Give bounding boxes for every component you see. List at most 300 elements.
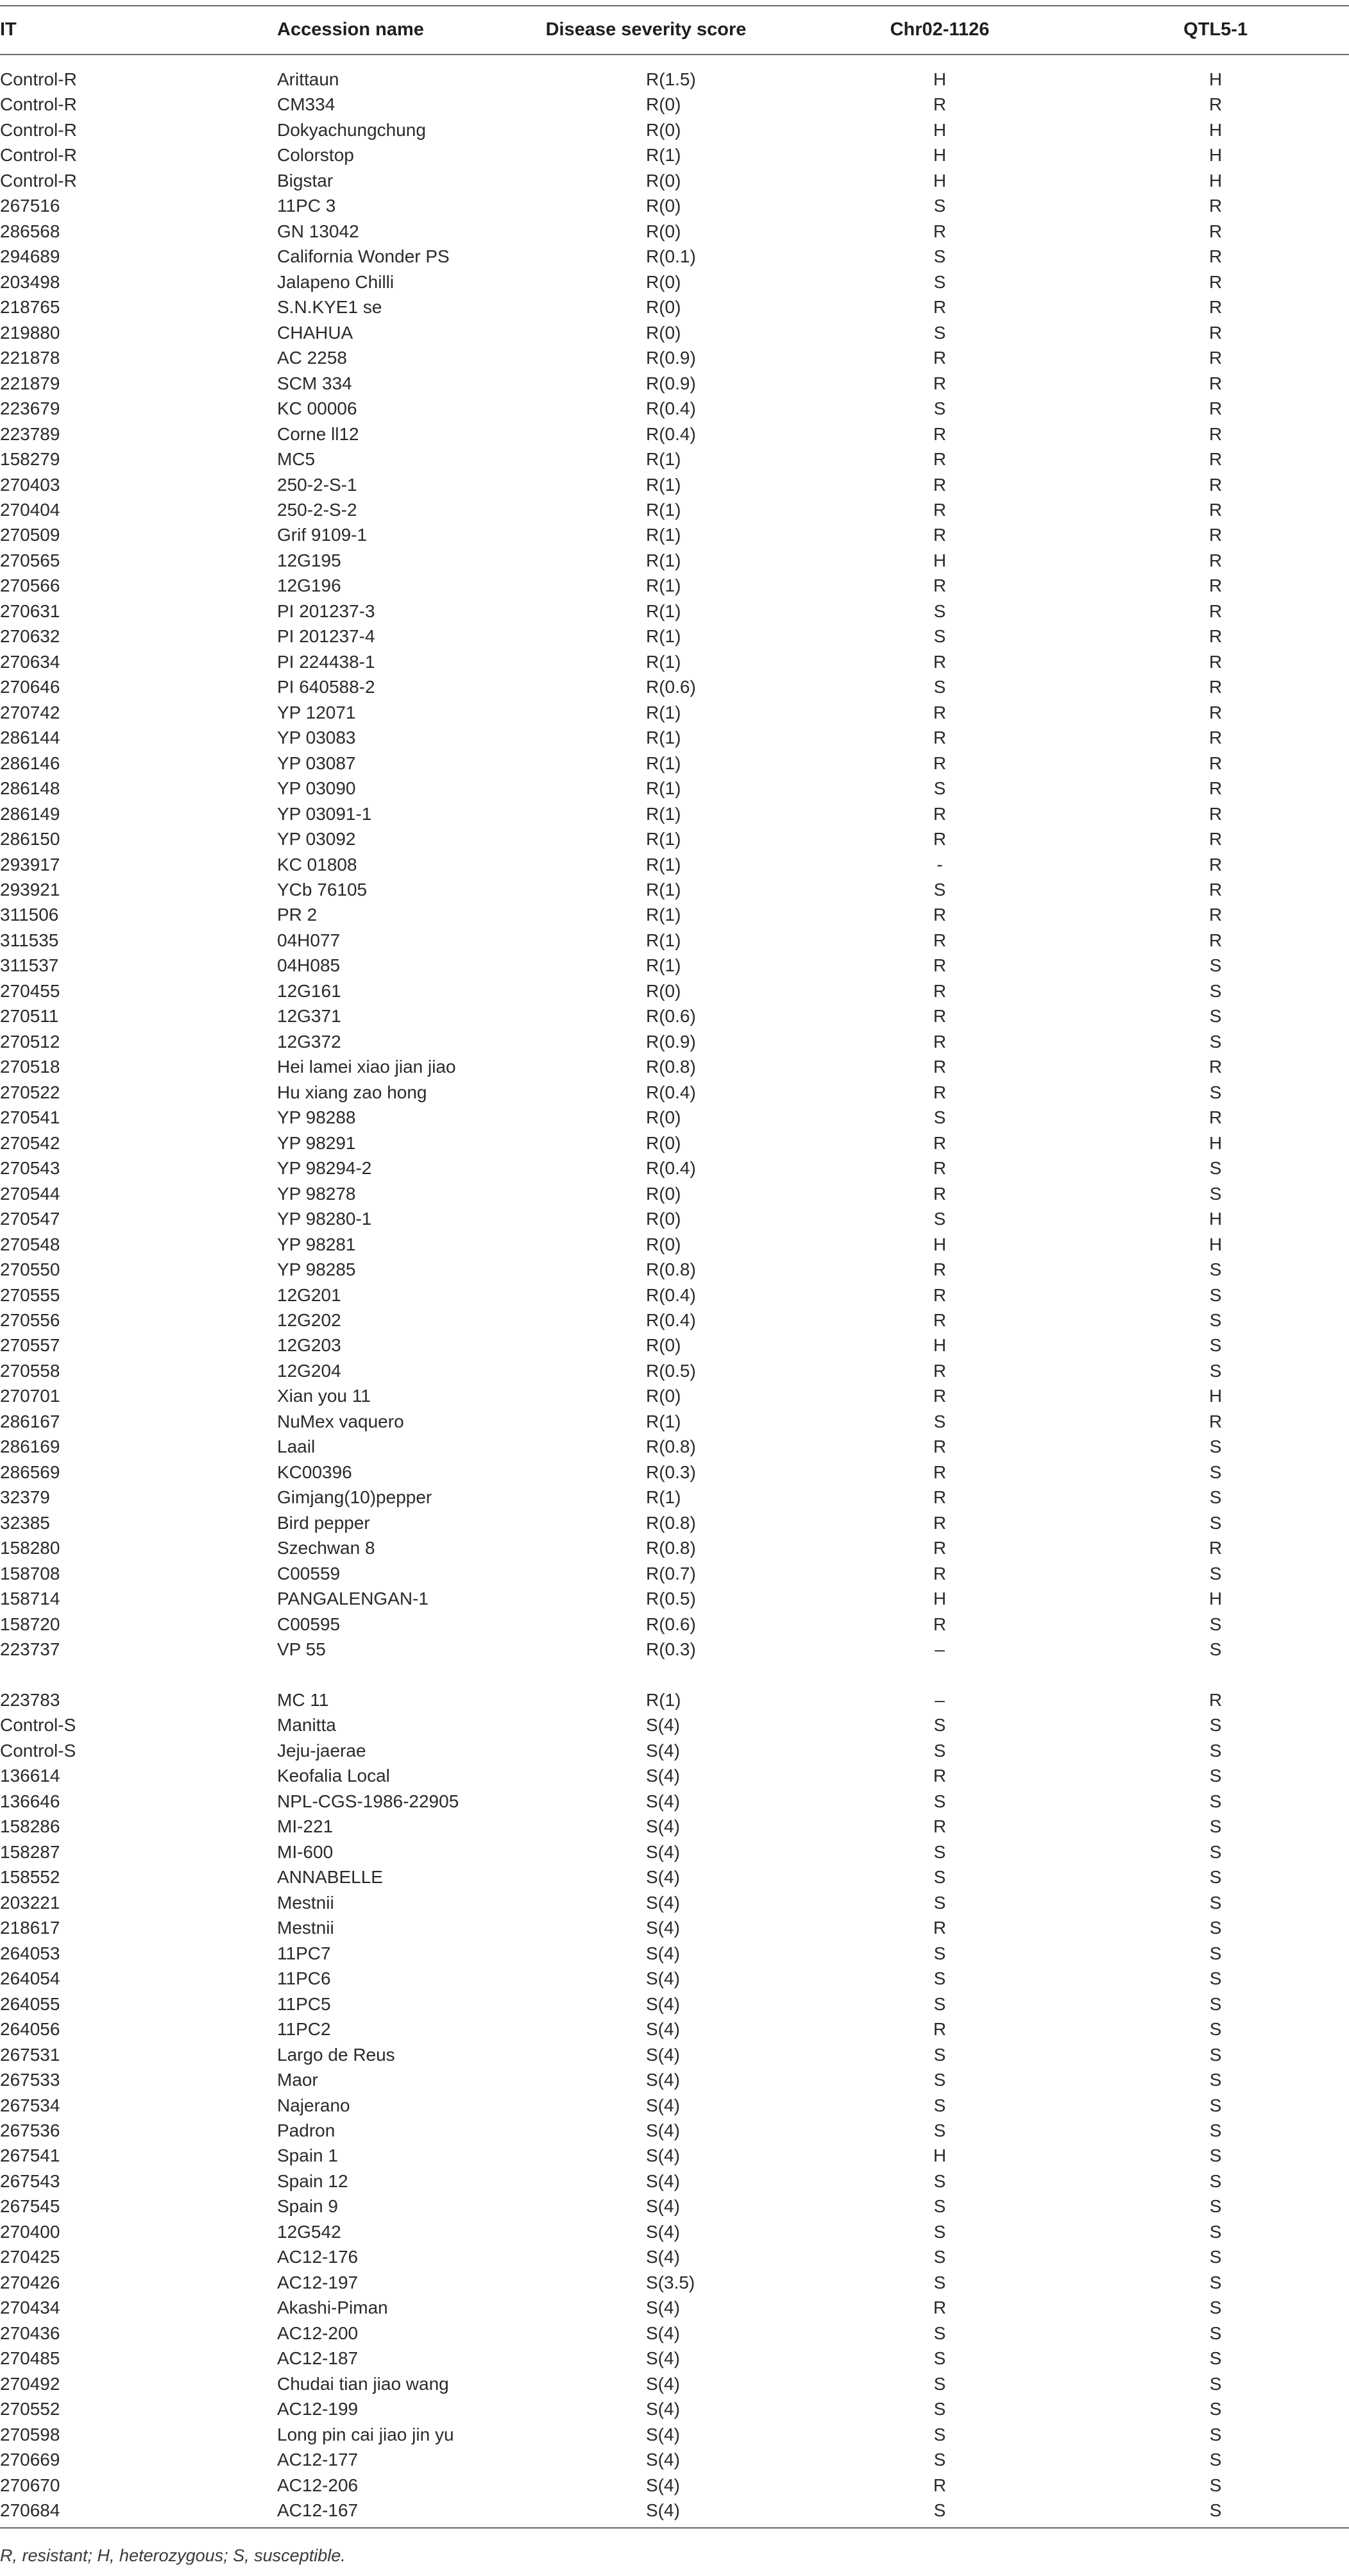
cell-it: 286148 bbox=[0, 778, 60, 799]
cell-it: 136646 bbox=[0, 1791, 60, 1811]
table-row: 270485 AC12-187 S(4) S S bbox=[0, 2346, 1349, 2371]
table-row: 286569 KC00396 R(0.3) R S bbox=[0, 1460, 1349, 1485]
table-row: 270455 12G161 R(0) R S bbox=[0, 978, 1349, 1003]
table-row: 267545 Spain 9 S(4) S S bbox=[0, 2194, 1349, 2219]
cell-accession-name: AC12-200 bbox=[277, 2323, 359, 2343]
cell-it: 270512 bbox=[0, 1031, 60, 1052]
cell-accession-name: YP 98291 bbox=[277, 1132, 356, 1153]
cell-it: 270632 bbox=[0, 626, 60, 647]
cell-accession-name: AC12-177 bbox=[277, 2450, 359, 2470]
cell-disease-severity-score: R(0.4) bbox=[646, 398, 696, 419]
cell-disease-severity-score: R(0.3) bbox=[646, 1462, 696, 1482]
cell-disease-severity-score: S(4) bbox=[646, 1993, 680, 2014]
table-row: 264053 11PC7 S(4) S S bbox=[0, 1941, 1349, 1966]
table-row: 270403 250-2-S-1 R(1) R R bbox=[0, 472, 1349, 497]
cell-it: 270509 bbox=[0, 525, 60, 545]
cell-disease-severity-score: S(4) bbox=[646, 1841, 680, 1862]
table-row: 270547 YP 98280-1 R(0) S H bbox=[0, 1206, 1349, 1231]
table-header-row: IT Accession name Disease severity score Chr02-1126 QTL5-1 bbox=[0, 15, 1349, 44]
cell-disease-severity-score: S(4) bbox=[646, 1766, 680, 1786]
cell-accession-name: 12G195 bbox=[277, 550, 341, 570]
cell-accession-name: YP 98280-1 bbox=[277, 1209, 372, 1229]
cell-disease-severity-score: S(4) bbox=[646, 2348, 680, 2369]
cell-it: 270670 bbox=[0, 2475, 60, 2495]
cell-disease-severity-score: R(1) bbox=[646, 601, 681, 621]
cell-accession-name: MC5 bbox=[277, 449, 316, 470]
table-row: 267541 Spain 1 S(4) H S bbox=[0, 2143, 1349, 2168]
cell-it: 286569 bbox=[0, 1462, 60, 1482]
cell-disease-severity-score: R(0.4) bbox=[646, 1082, 696, 1102]
table-row: 270742 YP 12071 R(1) R R bbox=[0, 700, 1349, 725]
cell-accession-name: YP 03087 bbox=[277, 753, 356, 773]
cell-it: Control-R bbox=[0, 145, 77, 166]
table-row: 286150 YP 03092 R(1) R R bbox=[0, 826, 1349, 851]
cell-accession-name: 12G202 bbox=[277, 1309, 341, 1330]
cell-it: 223679 bbox=[0, 398, 60, 419]
cell-it: Control-S bbox=[0, 1740, 76, 1761]
cell-accession-name: Laail bbox=[277, 1437, 316, 1457]
cell-accession-name: Najerano bbox=[277, 2095, 350, 2115]
cell-it: 223737 bbox=[0, 1639, 60, 1660]
table-row: 286167 NuMex vaquero R(1) S R bbox=[0, 1409, 1349, 1434]
cell-accession-name: KC 00006 bbox=[277, 398, 357, 419]
table-row: 293917 KC 01808 R(1) - R bbox=[0, 852, 1349, 877]
cell-it: 311537 bbox=[0, 955, 59, 976]
table-row: 311506 PR 2 R(1) R R bbox=[0, 902, 1349, 927]
cell-disease-severity-score: R(1) bbox=[646, 880, 681, 900]
cell-disease-severity-score: S(4) bbox=[646, 2500, 680, 2520]
cell-it: 264054 bbox=[0, 1968, 60, 1989]
table-row: 221879 SCM 334 R(0.9) R R bbox=[0, 371, 1349, 396]
cell-it: 32385 bbox=[0, 1512, 50, 1533]
cell-accession-name: Grif 9109-1 bbox=[277, 525, 368, 545]
table-row: 264055 11PC5 S(4) S S bbox=[0, 1992, 1349, 2017]
table-row: 270404 250-2-S-2 R(1) R R bbox=[0, 497, 1349, 522]
table-row: 311535 04H077 R(1) R R bbox=[0, 928, 1349, 953]
cell-it: 158286 bbox=[0, 1816, 60, 1837]
cell-accession-name: Long pin cai jiao jin yu bbox=[277, 2424, 454, 2444]
table-row: Control-R Bigstar R(0) H H bbox=[0, 168, 1349, 193]
cell-it: 270426 bbox=[0, 2272, 60, 2292]
cell-accession-name: PR 2 bbox=[277, 905, 318, 925]
cell-it: 286169 bbox=[0, 1437, 60, 1457]
table-row: 286169 Laail R(0.8) R S bbox=[0, 1434, 1349, 1459]
cell-disease-severity-score: R(0) bbox=[646, 1335, 681, 1356]
cell-it: 158714 bbox=[0, 1589, 60, 1609]
table-row: 286144 YP 03083 R(1) R R bbox=[0, 725, 1349, 750]
cell-it: 270634 bbox=[0, 651, 60, 672]
cell-disease-severity-score: R(0) bbox=[646, 196, 681, 216]
cell-disease-severity-score: S(4) bbox=[646, 2373, 680, 2394]
cell-accession-name: 04H085 bbox=[277, 955, 341, 976]
cell-accession-name: Mestnii bbox=[277, 1892, 334, 1913]
table-row: 270565 12G195 R(1) H R bbox=[0, 548, 1349, 573]
table-row: 270511 12G371 R(0.6) R S bbox=[0, 1003, 1349, 1028]
table-row: 270512 12G372 R(0.9) R S bbox=[0, 1029, 1349, 1054]
cell-it: 267536 bbox=[0, 2120, 60, 2140]
cell-accession-name: AC12-187 bbox=[277, 2348, 359, 2369]
cell-accession-name: Jeju-jaerae bbox=[277, 1740, 366, 1761]
cell-disease-severity-score: R(1.5) bbox=[646, 69, 696, 89]
cell-accession-name: Bigstar bbox=[277, 170, 334, 191]
cell-it: 158280 bbox=[0, 1538, 60, 1558]
table-row: 270425 AC12-176 S(4) S S bbox=[0, 2244, 1349, 2269]
table-top-rule bbox=[0, 5, 1349, 6]
cell-disease-severity-score: R(0) bbox=[646, 1386, 681, 1406]
cell-disease-severity-score: S(4) bbox=[646, 1968, 680, 1989]
cell-accession-name: Padron bbox=[277, 2120, 335, 2140]
cell-disease-severity-score: S(4) bbox=[646, 1816, 680, 1837]
cell-disease-severity-score: R(0.9) bbox=[646, 373, 696, 393]
cell-disease-severity-score: R(1) bbox=[646, 702, 681, 722]
cell-it: Control-R bbox=[0, 69, 77, 89]
cell-it: 270550 bbox=[0, 1259, 60, 1280]
cell-disease-severity-score: S(3.5) bbox=[646, 2272, 695, 2292]
cell-it: 286144 bbox=[0, 728, 60, 748]
cell-it: 267545 bbox=[0, 2196, 60, 2217]
cell-accession-name: Spain 9 bbox=[277, 2196, 338, 2217]
cell-disease-severity-score: S(4) bbox=[646, 2120, 680, 2140]
table-row: 270669 AC12-177 S(4) S S bbox=[0, 2447, 1349, 2472]
cell-it: 270631 bbox=[0, 601, 60, 621]
table-row: 270552 AC12-199 S(4) S S bbox=[0, 2396, 1349, 2421]
cell-accession-name: 11PC2 bbox=[277, 2019, 331, 2040]
cell-disease-severity-score: S(4) bbox=[646, 2450, 680, 2470]
cell-accession-name: PANGALENGAN-1 bbox=[277, 1589, 428, 1609]
table-row: 270684 AC12-167 S(4) S S bbox=[0, 2498, 1349, 2523]
cell-it: Control-S bbox=[0, 1715, 76, 1736]
cell-it: 270400 bbox=[0, 2221, 60, 2242]
cell-accession-name: VP 55 bbox=[277, 1639, 326, 1660]
table-row: 218617 Mestnii S(4) R S bbox=[0, 1915, 1349, 1940]
table-row: 203221 Mestnii S(4) S S bbox=[0, 1890, 1349, 1915]
cell-disease-severity-score: S(4) bbox=[646, 2145, 680, 2166]
cell-it: 270455 bbox=[0, 980, 60, 1001]
cell-disease-severity-score: R(1) bbox=[646, 829, 681, 849]
cell-disease-severity-score: R(0.6) bbox=[646, 1006, 696, 1027]
table-row: 270566 12G196 R(1) R R bbox=[0, 573, 1349, 598]
cell-disease-severity-score: R(0.6) bbox=[646, 677, 696, 697]
cell-accession-name: Akashi-Piman bbox=[277, 2298, 388, 2318]
cell-accession-name: Spain 12 bbox=[277, 2171, 348, 2191]
cell-disease-severity-score: R(1) bbox=[646, 803, 681, 824]
cell-accession-name: AC 2258 bbox=[277, 348, 347, 368]
table-row: 286148 YP 03090 R(1) S R bbox=[0, 776, 1349, 801]
table-row: 267543 Spain 12 S(4) S S bbox=[0, 2169, 1349, 2194]
table-row: 270544 YP 98278 R(0) R S bbox=[0, 1181, 1349, 1206]
cell-it: 270555 bbox=[0, 1284, 60, 1305]
cell-it: 294689 bbox=[0, 246, 60, 267]
cell-accession-name: California Wonder PS bbox=[277, 246, 450, 267]
table-row: 270400 12G542 S(4) S S bbox=[0, 2219, 1349, 2244]
cell-it: 223783 bbox=[0, 1690, 60, 1710]
cell-disease-severity-score: R(1) bbox=[646, 930, 681, 950]
cell-it: 32379 bbox=[0, 1487, 50, 1508]
cell-accession-name: S.N.KYE1 se bbox=[277, 297, 382, 318]
cell-accession-name: 12G203 bbox=[277, 1335, 341, 1356]
table-row: 270555 12G201 R(0.4) R S bbox=[0, 1283, 1349, 1308]
cell-it: 158552 bbox=[0, 1867, 60, 1888]
cell-accession-name: CM334 bbox=[277, 94, 335, 115]
cell-it: 158720 bbox=[0, 1614, 60, 1634]
cell-disease-severity-score: R(0) bbox=[646, 1234, 681, 1254]
table-row: 267533 Maor S(4) S S bbox=[0, 2067, 1349, 2092]
table-row: 294689 California Wonder PS R(0.1) S R bbox=[0, 244, 1349, 269]
cell-it: 270557 bbox=[0, 1335, 60, 1356]
table-bottom-rule bbox=[0, 2527, 1349, 2529]
cell-it: 270548 bbox=[0, 1234, 60, 1254]
table-row: 270543 YP 98294-2 R(0.4) R S bbox=[0, 1156, 1349, 1181]
cell-it: 267541 bbox=[0, 2145, 60, 2166]
cell-accession-name: YP 03091-1 bbox=[277, 803, 372, 824]
table-row: 136646 NPL-CGS-1986-22905 S(4) S S bbox=[0, 1789, 1349, 1814]
cell-accession-name: C00595 bbox=[277, 1614, 341, 1634]
cell-it: 270542 bbox=[0, 1132, 60, 1153]
cell-it: Control-R bbox=[0, 94, 77, 115]
cell-disease-severity-score: R(1) bbox=[646, 474, 681, 495]
cell-accession-name: 04H077 bbox=[277, 930, 341, 950]
cell-disease-severity-score: R(1) bbox=[646, 728, 681, 748]
cell-accession-name: AC12-206 bbox=[277, 2475, 359, 2495]
table-row: 32385 Bird pepper R(0.8) R S bbox=[0, 1510, 1349, 1535]
cell-disease-severity-score: R(1) bbox=[646, 550, 681, 570]
cell-it: 270565 bbox=[0, 550, 60, 570]
table-row: 270436 AC12-200 S(4) S S bbox=[0, 2321, 1349, 2346]
cell-accession-name: CHAHUA bbox=[277, 322, 353, 343]
cell-accession-name: MI-600 bbox=[277, 1841, 334, 1862]
cell-disease-severity-score: R(0.1) bbox=[646, 246, 696, 267]
cell-accession-name: 11PC5 bbox=[277, 1993, 331, 2014]
table-row: 270557 12G203 R(0) H S bbox=[0, 1333, 1349, 1358]
cell-it: 270492 bbox=[0, 2373, 60, 2394]
cell-disease-severity-score: R(0.3) bbox=[646, 1639, 696, 1660]
cell-disease-severity-score: R(0) bbox=[646, 1107, 681, 1128]
cell-disease-severity-score: S(4) bbox=[646, 1892, 680, 1913]
cell-it: 270556 bbox=[0, 1309, 60, 1330]
cell-accession-name: Largo de Reus bbox=[277, 2044, 395, 2065]
cell-disease-severity-score: R(0) bbox=[646, 1183, 681, 1204]
table-header-rule bbox=[0, 54, 1349, 55]
cell-accession-name: 12G542 bbox=[277, 2221, 341, 2242]
table-row: 270701 Xian you 11 R(0) R H bbox=[0, 1383, 1349, 1408]
cell-accession-name: Dokyachungchung bbox=[277, 119, 426, 140]
cell-accession-name: 12G371 bbox=[277, 1006, 341, 1027]
table-row: 223789 Corne ll12 R(0.4) R R bbox=[0, 422, 1349, 447]
table-row: 158279 MC5 R(1) R R bbox=[0, 447, 1349, 472]
cell-disease-severity-score: R(1) bbox=[646, 955, 681, 976]
cell-disease-severity-score: R(0) bbox=[646, 221, 681, 241]
table-row: 270550 YP 98285 R(0.8) R S bbox=[0, 1257, 1349, 1282]
cell-it: 270669 bbox=[0, 2450, 60, 2470]
cell-accession-name: Chudai tian jiao wang bbox=[277, 2373, 449, 2394]
cell-it: 264056 bbox=[0, 2019, 60, 2040]
cell-it: 270598 bbox=[0, 2424, 60, 2444]
cell-accession-name: YP 98294-2 bbox=[277, 1158, 372, 1179]
cell-accession-name: Arittaun bbox=[277, 69, 339, 89]
table-row: 264054 11PC6 S(4) S S bbox=[0, 1966, 1349, 1991]
cell-accession-name: Maor bbox=[277, 2070, 318, 2090]
cell-accession-name: MI-221 bbox=[277, 1816, 334, 1837]
cell-it: 270425 bbox=[0, 2247, 60, 2267]
cell-disease-severity-score: R(0) bbox=[646, 170, 681, 191]
cell-it: 270742 bbox=[0, 702, 60, 722]
cell-disease-severity-score: S(4) bbox=[646, 2424, 680, 2444]
table-row: Control-R Arittaun R(1.5) H H bbox=[0, 67, 1349, 92]
table-row: 158287 MI-600 S(4) S S bbox=[0, 1839, 1349, 1864]
cell-accession-name: AC12-197 bbox=[277, 2272, 359, 2292]
cell-accession-name: 12G161 bbox=[277, 980, 341, 1001]
cell-it: 223789 bbox=[0, 423, 60, 444]
cell-accession-name: Jalapeno Chilli bbox=[277, 271, 395, 292]
cell-accession-name: Mestnii bbox=[277, 1918, 334, 1938]
cell-it: 270544 bbox=[0, 1183, 60, 1204]
cell-accession-name: 12G201 bbox=[277, 1284, 341, 1305]
cell-disease-severity-score: S(4) bbox=[646, 2019, 680, 2040]
cell-disease-severity-score: R(0) bbox=[646, 1209, 681, 1229]
cell-it: 218617 bbox=[0, 1918, 60, 1938]
cell-accession-name: 11PC6 bbox=[277, 1968, 331, 1989]
cell-disease-severity-score: R(0.9) bbox=[646, 1031, 696, 1052]
header-accession-name: Accession name bbox=[277, 19, 424, 40]
cell-disease-severity-score: R(0.8) bbox=[646, 1437, 696, 1457]
cell-it: 264053 bbox=[0, 1943, 60, 1963]
table-row: 270434 Akashi-Piman S(4) R S bbox=[0, 2295, 1349, 2320]
table-row: 286146 YP 03087 R(1) R R bbox=[0, 751, 1349, 776]
cell-it: 293917 bbox=[0, 854, 60, 874]
cell-disease-severity-score: R(1) bbox=[646, 499, 681, 520]
cell-disease-severity-score: S(4) bbox=[646, 2298, 680, 2318]
cell-accession-name: AC12-199 bbox=[277, 2399, 359, 2419]
table-row: 270518 Hei lamei xiao jian jiao R(0.8) R R bbox=[0, 1054, 1349, 1079]
table-row-spacer bbox=[0, 1662, 1349, 1687]
table-row: 270522 Hu xiang zao hong R(0.4) R S bbox=[0, 1080, 1349, 1105]
table-row: 203498 Jalapeno Chilli R(0) S R bbox=[0, 269, 1349, 294]
cell-accession-name: KC00396 bbox=[277, 1462, 352, 1482]
cell-accession-name: Bird pepper bbox=[277, 1512, 370, 1533]
table-row: 267534 Najerano S(4) S S bbox=[0, 2093, 1349, 2118]
table-row: 136614 Keofalia Local S(4) R S bbox=[0, 1763, 1349, 1788]
table-row: 286149 YP 03091-1 R(1) R R bbox=[0, 801, 1349, 826]
cell-disease-severity-score: R(0.8) bbox=[646, 1259, 696, 1280]
cell-disease-severity-score: R(0.4) bbox=[646, 1309, 696, 1330]
cell-disease-severity-score: S(4) bbox=[646, 2095, 680, 2115]
cell-it: 270543 bbox=[0, 1158, 60, 1179]
cell-disease-severity-score: S(4) bbox=[646, 2171, 680, 2191]
table-row: 158280 Szechwan 8 R(0.8) R R bbox=[0, 1535, 1349, 1560]
cell-it: 221879 bbox=[0, 373, 60, 393]
cell-it: 270646 bbox=[0, 677, 60, 697]
cell-disease-severity-score: R(0.4) bbox=[646, 423, 696, 444]
table-row: 158286 MI-221 S(4) R S bbox=[0, 1814, 1349, 1839]
cell-disease-severity-score: R(0.8) bbox=[646, 1057, 696, 1077]
cell-disease-severity-score: R(1) bbox=[646, 449, 681, 470]
cell-it: 267516 bbox=[0, 196, 60, 216]
cell-it: 270436 bbox=[0, 2323, 60, 2343]
cell-accession-name: Hei lamei xiao jian jiao bbox=[277, 1057, 456, 1077]
cell-it: 270522 bbox=[0, 1082, 60, 1102]
cell-accession-name: YP 98281 bbox=[277, 1234, 356, 1254]
cell-disease-severity-score: R(1) bbox=[646, 1411, 681, 1431]
cell-disease-severity-score: S(4) bbox=[646, 2475, 680, 2495]
cell-accession-name: Gimjang(10)pepper bbox=[277, 1487, 432, 1508]
cell-disease-severity-score: S(4) bbox=[646, 1918, 680, 1938]
table-row: Control-R Colorstop R(1) H H bbox=[0, 142, 1349, 167]
cell-accession-name: Szechwan 8 bbox=[277, 1538, 375, 1558]
table-row: 219880 CHAHUA R(0) S R bbox=[0, 320, 1349, 345]
cell-it: 286568 bbox=[0, 221, 60, 241]
cell-accession-name: Spain 1 bbox=[277, 2145, 338, 2166]
cell-it: 264055 bbox=[0, 1993, 60, 2014]
cell-disease-severity-score: S(4) bbox=[646, 2399, 680, 2419]
cell-disease-severity-score: R(0) bbox=[646, 119, 681, 140]
cell-accession-name: 12G372 bbox=[277, 1031, 341, 1052]
cell-it: 270404 bbox=[0, 499, 60, 520]
cell-it: 270541 bbox=[0, 1107, 60, 1128]
table-row: 223679 KC 00006 R(0.4) S R bbox=[0, 396, 1349, 421]
table-row: 267516 11PC 3 R(0) S R bbox=[0, 193, 1349, 218]
cell-accession-name: KC 01808 bbox=[277, 854, 357, 874]
cell-accession-name: 11PC7 bbox=[277, 1943, 331, 1963]
cell-disease-severity-score: R(0) bbox=[646, 297, 681, 318]
cell-it: 158279 bbox=[0, 449, 60, 470]
cell-it: 270552 bbox=[0, 2399, 60, 2419]
cell-it: 270485 bbox=[0, 2348, 60, 2369]
table-row: 270492 Chudai tian jiao wang S(4) S S bbox=[0, 2371, 1349, 2396]
cell-accession-name: YP 03083 bbox=[277, 728, 356, 748]
table-row: 270542 YP 98291 R(0) R H bbox=[0, 1130, 1349, 1156]
cell-accession-name: Hu xiang zao hong bbox=[277, 1082, 427, 1102]
cell-it: 286146 bbox=[0, 753, 60, 773]
cell-it: 270684 bbox=[0, 2500, 60, 2520]
table-row: 158708 C00559 R(0.7) R S bbox=[0, 1561, 1349, 1586]
cell-it: 136614 bbox=[0, 1766, 60, 1786]
table-row: 270426 AC12-197 S(3.5) S S bbox=[0, 2270, 1349, 2295]
table-row: 32379 Gimjang(10)pepper R(1) R S bbox=[0, 1485, 1349, 1510]
cell-accession-name: C00559 bbox=[277, 1563, 341, 1583]
cell-accession-name: YCb 76105 bbox=[277, 880, 368, 900]
table-row: 267531 Largo de Reus S(4) S S bbox=[0, 2042, 1349, 2067]
table-row: 270631 PI 201237-3 R(1) S R bbox=[0, 599, 1349, 624]
cell-it: 267534 bbox=[0, 2095, 60, 2115]
cell-disease-severity-score: R(0.9) bbox=[646, 348, 696, 368]
cell-accession-name: YP 98278 bbox=[277, 1183, 356, 1204]
cell-disease-severity-score: S(4) bbox=[646, 1791, 680, 1811]
cell-disease-severity-score: R(0) bbox=[646, 94, 681, 115]
cell-disease-severity-score: S(4) bbox=[646, 2044, 680, 2065]
cell-accession-name: Colorstop bbox=[277, 145, 354, 166]
cell-disease-severity-score: R(0.5) bbox=[646, 1360, 696, 1381]
cell-disease-severity-score: S(4) bbox=[646, 2196, 680, 2217]
table-row: 221878 AC 2258 R(0.9) R R bbox=[0, 345, 1349, 370]
table-row: 270632 PI 201237-4 R(1) S R bbox=[0, 624, 1349, 649]
cell-disease-severity-score: S(4) bbox=[646, 1715, 680, 1736]
cell-accession-name: MC 11 bbox=[277, 1690, 329, 1710]
cell-disease-severity-score: R(0.8) bbox=[646, 1538, 696, 1558]
table-row: 158720 C00595 R(0.6) R S bbox=[0, 1612, 1349, 1637]
cell-disease-severity-score: R(1) bbox=[646, 145, 681, 166]
cell-disease-severity-score: R(0.4) bbox=[646, 1284, 696, 1305]
cell-accession-name: 12G204 bbox=[277, 1360, 341, 1381]
cell-disease-severity-score: R(0) bbox=[646, 322, 681, 343]
cell-disease-severity-score: R(1) bbox=[646, 576, 681, 596]
cell-accession-name: PI 640588-2 bbox=[277, 677, 375, 697]
table-row: 267536 Padron S(4) S S bbox=[0, 2118, 1349, 2143]
cell-it: 267533 bbox=[0, 2070, 60, 2090]
cell-it: 286167 bbox=[0, 1411, 60, 1431]
cell-accession-name: Xian you 11 bbox=[277, 1386, 371, 1406]
cell-accession-name: 11PC 3 bbox=[277, 196, 336, 216]
cell-disease-severity-score: R(1) bbox=[646, 525, 681, 545]
